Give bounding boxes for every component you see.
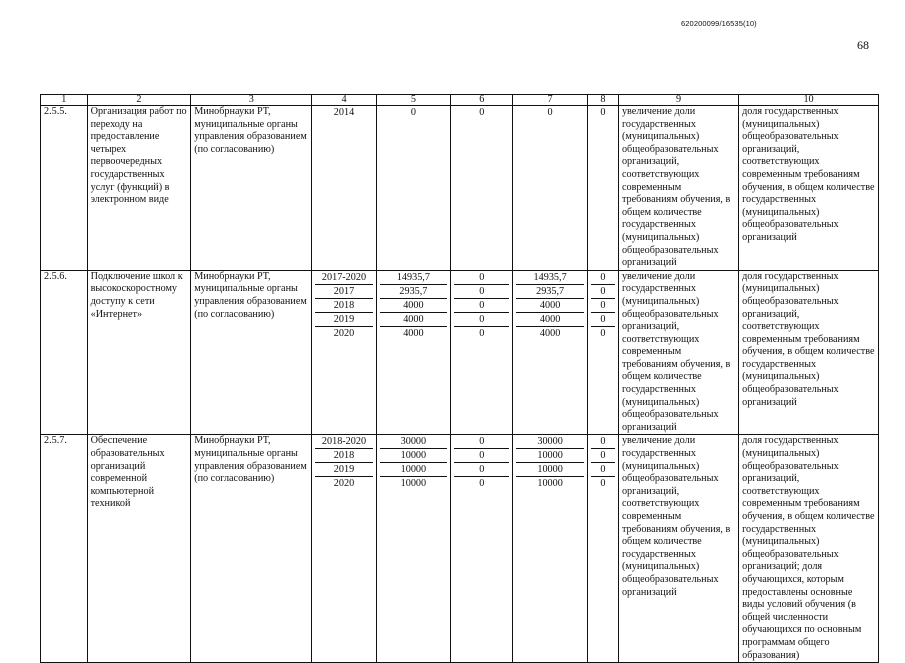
year-cell: 2019 [315,312,372,326]
row-number: 2.5.7. [41,435,88,663]
regional-budget-cell-group [513,435,588,663]
executor: Минобрнауки РТ, муниципальные органы управления образованием (по согласованию) [191,106,312,271]
total-funding-cell: 10000 [380,449,448,463]
column-header: 8 [587,95,618,106]
federal-budget-cell-group [451,270,513,435]
other-sources-cell-group [587,106,618,271]
regional-budget-cell-group [513,270,588,435]
regional-budget-cell: 10000 [537,478,563,490]
other-sources-cell: 0 [591,449,615,463]
other-sources-cell: 0 [591,271,615,285]
other-sources-cell: 0 [591,284,615,298]
measure-name: Обеспечение образовательных организаций современной компьютерной техникой [87,435,191,663]
federal-budget-cell: 0 [454,449,509,463]
column-header: 9 [618,95,738,106]
federal-budget-cell: 0 [479,327,485,339]
column-header: 2 [87,95,191,106]
other-sources-cell: 0 [600,478,606,490]
year-cell: 2018 [315,449,372,463]
regional-budget-cell: 2935,7 [516,284,584,298]
total-funding-cell: 30000 [380,435,448,449]
other-sources-cell-group [587,435,618,663]
year-cell: 2018 [315,298,372,312]
year-cell-group [312,106,376,271]
regional-budget-cell-group [513,106,588,271]
year-cell: 2014 [333,107,355,118]
total-funding-cell: 4000 [380,312,448,326]
column-header: 3 [191,95,312,106]
year-cell: 2020 [333,478,355,490]
indicator: увеличение доли государственных (муниципальных) общеобразовательных организаций, соответствующих современным требованиям обучения, в общем количестве государственных (муниципальных) общеобразовательных организаций [618,106,738,271]
federal-budget-cell: 0 [454,271,509,285]
year-cell: 2019 [315,463,372,477]
federal-budget-cell-group [451,435,513,663]
federal-budget-cell: 0 [454,435,509,449]
federal-budget-cell: 0 [479,107,485,118]
column-header: 6 [451,95,513,106]
column-header: 4 [312,95,376,106]
target-value: доля государственных (муниципальных) общеобразовательных организаций, соответствующих современным требованиям обучения, в общем количестве государственных (муниципальных) общеобразовательных организаций [739,270,879,435]
federal-budget-cell: 0 [454,312,509,326]
federal-budget-cell: 0 [454,463,509,477]
year-cell-group [312,435,376,663]
year-cell-group [312,270,376,435]
federal-budget-cell: 0 [479,478,485,490]
other-sources-cell: 0 [591,435,615,449]
total-funding-cell: 2935,7 [380,284,448,298]
indicator: увеличение доли государственных (муниципальных) общеобразовательных организаций, соответствующих современным требованиям обучения, в общем количестве государственных (муниципальных) общеобразовательных организаций [618,270,738,435]
total-funding-cell-group [376,270,451,435]
table-row [41,270,879,435]
indicator: увеличение доли государственных (муниципальных) общеобразовательных организаций, соответствующих современным требованиям обучения, в общем количестве государственных (муниципальных) общеобразовательных организаций [618,435,738,663]
total-funding-cell: 10000 [380,463,448,477]
year-cell: 2020 [333,327,355,339]
column-header: 10 [739,95,879,106]
regional-budget-cell: 14935,7 [516,271,584,285]
total-funding-cell: 14935,7 [380,271,448,285]
regional-budget-cell: 30000 [516,435,584,449]
executor: Минобрнауки РТ, муниципальные органы управления образованием (по согласованию) [191,270,312,435]
regional-budget-cell: 10000 [516,449,584,463]
total-funding-cell-group [376,106,451,271]
other-sources-cell: 0 [591,298,615,312]
measure-name: Организация работ по переходу на предоставление четырех первоочередных государственных услуг (функций) в электронном виде [87,106,191,271]
row-number: 2.5.6. [41,270,88,435]
row-number: 2.5.5. [41,106,88,271]
regional-budget-cell: 4000 [539,327,561,339]
target-value: доля государственных (муниципальных) общеобразовательных организаций, соответствующих современным требованиям обучения, в общем количестве государственных (муниципальных) общеобразовательных организаций [739,106,879,271]
measures-table [40,94,879,663]
other-sources-cell: 0 [600,327,606,339]
total-funding-cell-group [376,435,451,663]
federal-budget-cell: 0 [454,298,509,312]
other-sources-cell: 0 [591,463,615,477]
regional-budget-cell: 0 [547,107,553,118]
other-sources-cell: 0 [600,107,606,118]
year-cell: 2018-2020 [315,435,372,449]
column-header: 1 [41,95,88,106]
table-row [41,435,879,663]
total-funding-cell: 10000 [400,478,427,490]
regional-budget-cell: 10000 [516,463,584,477]
executor: Минобрнауки РТ, муниципальные органы управления образованием (по согласованию) [191,435,312,663]
measure-name: Подключение школ к высокоскоростному доступу к сети «Интернет» [87,270,191,435]
regional-budget-cell: 4000 [516,298,584,312]
column-header: 5 [376,95,451,106]
page-number: 68 [857,38,869,52]
total-funding-cell: 0 [410,107,416,118]
target-value: доля государственных (муниципальных) общеобразовательных организаций, соответствующих современным требованиям обучения, в общем количестве государственных (муниципальных) общеобразовательных организаций; доля обучающихся, которым предоставлены основные виды условий обучения (в общей численности обучающихся по основным программам общего образования) [739,435,879,663]
total-funding-cell: 4000 [403,327,424,339]
document-id: 620200099/16535(10) [681,19,757,28]
table-row [41,106,879,271]
federal-budget-cell-group [451,106,513,271]
other-sources-cell: 0 [591,312,615,326]
total-funding-cell: 4000 [380,298,448,312]
other-sources-cell-group [587,270,618,435]
column-number-row [41,95,879,106]
year-cell: 2017-2020 [315,271,372,285]
federal-budget-cell: 0 [454,284,509,298]
year-cell: 2017 [315,284,372,298]
regional-budget-cell: 4000 [516,312,584,326]
column-header: 7 [513,95,588,106]
